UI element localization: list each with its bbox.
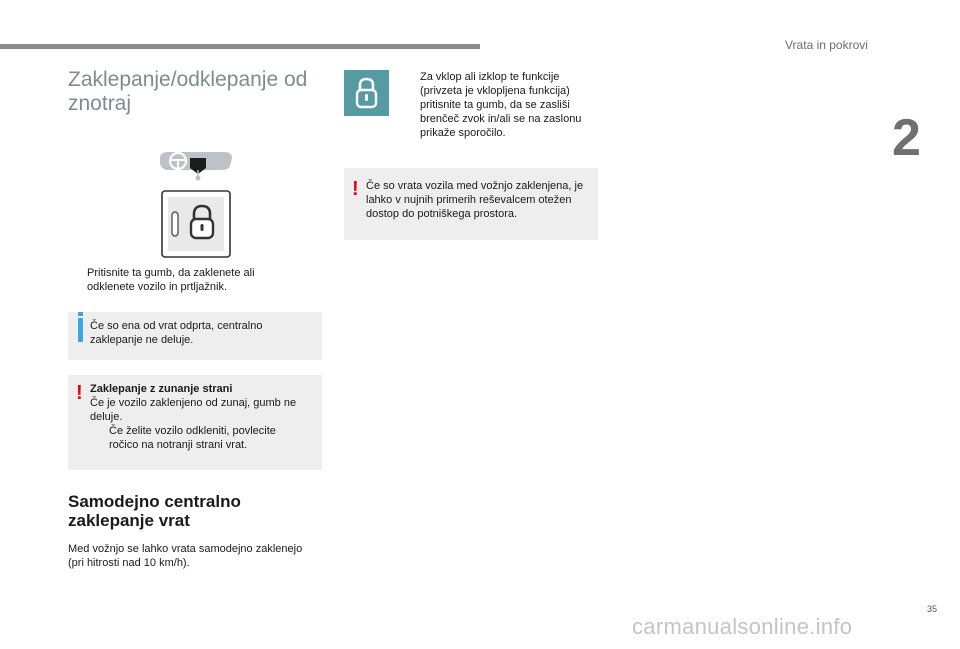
warning-emergency-text: Če so vrata vozila med vožnjo zaklenjena, je lahko v nujnih primerih reševalcem otežen dostop do potniškega prostora. [366,180,584,220]
bullet-arrow-icon [90,424,109,452]
section-title: Samodejno centralno zaklepanje vrat [68,492,241,530]
info-icon [78,318,83,342]
warning-box-outside-locking [68,375,322,470]
bullet-arrow-icon [68,266,87,294]
chapter-number: 2 [892,109,921,167]
instruction-auto-lock [401,70,601,140]
warning-icon: ! [352,178,359,200]
instruction-text: Pritisnite ta gumb, da zaklenete ali odklenete vozilo in prtljažnik. [87,267,255,293]
running-head: Vrata in pokrovi [785,38,868,52]
central-lock-button-icon [161,190,231,258]
warning-heading: Zaklepanje z zunanje strani [90,383,233,395]
info-box [68,312,322,360]
instruction-auto-lock-text: Za vklop ali izklop te funkcije (privzeta je vklopljena funkcija) pritisnite ta gumb, da se zasliši brenčeč zvok in/ali se na zaslonu prikaže sporočilo. [420,71,582,139]
warning-text: Če je vozilo zaklenjeno od zunaj, gumb ne deluje. [90,397,297,423]
header-bar [0,44,480,49]
warning-bullet [90,424,302,452]
page-number: 35 [927,604,938,614]
padlock-icon [344,70,389,116]
warning-box-emergency [344,168,598,240]
info-text: Če so ena od vrat odprta, centralno zaklepanje ne deluje. [90,320,263,346]
dashboard-steering-icon [158,148,234,184]
page-title: Zaklepanje/odklepanje od znotraj [68,68,308,115]
bullet-arrow-icon [401,70,420,140]
warning-icon: ! [76,382,83,404]
watermark: carmanualsonline.info [632,614,853,639]
instruction-lock [68,266,300,294]
warning-bullet-text: Če želite vozilo odkleniti, povlecite ročico na notranji strani vrat. [109,425,276,451]
section-text: Med vožnjo se lahko vrata samodejno zaklenejo (pri hitrosti nad 10 km/h). [68,543,303,569]
lock-tile [344,70,389,116]
